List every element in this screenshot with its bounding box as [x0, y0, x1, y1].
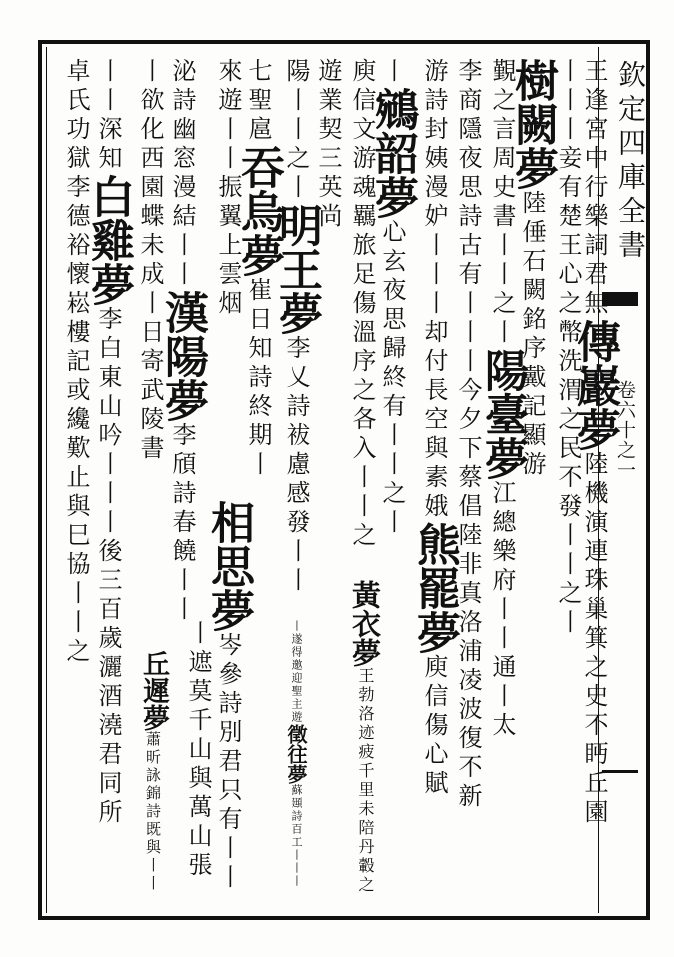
entry-heading: 丘遲夢: [138, 650, 169, 731]
column-note: 王勃洛迹疲千里未陪丹轂之: [356, 667, 375, 895]
entry-heading: 黃衣夢: [348, 580, 382, 667]
column-note: 陸倕石闕銘序戴記顯游: [518, 190, 546, 480]
column-text: 丨遮莫千山與萬山張: [184, 620, 212, 881]
entry-heading: 吞烏夢: [233, 145, 284, 277]
text-column-12: [286, 620, 306, 888]
entry-heading: 熊罷夢: [409, 522, 460, 654]
column-text: 七聖扈: [244, 58, 272, 145]
text-column-18: [128, 58, 172, 464]
text-column-16: [176, 620, 220, 881]
column-text: 來遊: [214, 58, 242, 116]
column-note: 丨丨振翼上雲烟: [214, 116, 242, 319]
book-title: 欽定四庫全書: [614, 60, 647, 264]
text-column-6: [409, 58, 460, 799]
column-note: 李白東山吟丨丨丨後三百歲灑酒澆君同所: [94, 306, 122, 828]
column-note: 李頎詩春饒丨丨: [168, 422, 196, 625]
entry-heading: 徵往夢: [284, 724, 308, 784]
column-note: 丨日寄武陵書: [136, 290, 164, 464]
column-note: 崔日知詩終期丨: [244, 277, 272, 480]
column-text: 丨丨丨妾有楚王心: [554, 58, 582, 290]
column-text: 丨: [378, 58, 406, 87]
entry-heading: 漢陽夢: [157, 290, 208, 422]
column-note: 岑參詩別君只有丨丨: [214, 632, 242, 893]
entry-heading: 白雞夢: [83, 174, 134, 306]
column-note: 蘇頲詩百工丨丨丨: [290, 784, 303, 888]
column-text: 泌詩幽窓漫結丨丨: [168, 58, 196, 290]
column-note: 蕭昕詠錦詩既與丨丨: [144, 731, 162, 893]
column-text: 游詩封姨漫妒丨丨丨却付長空與素娥: [420, 58, 448, 522]
column-text: 庾信文游魂羈旅足傷溫序之: [348, 58, 376, 406]
column-text: 陽丨丨之丨: [282, 58, 310, 203]
text-column-10: [348, 580, 382, 895]
column-text: 丨丨深知: [94, 58, 122, 174]
column-note: 各入丨丨之: [348, 406, 376, 551]
text-column-14: [206, 58, 250, 319]
column-text: 覲之言周史書丨丨之丨: [488, 58, 516, 348]
column-note: 李乂詩袚慮感發丨丨: [282, 335, 310, 596]
entry-heading: 明王夢: [271, 203, 322, 335]
column-note: 之幣洗渭之民不發丨丨之丨: [554, 290, 582, 638]
column-note: 心玄夜思歸終有丨丨之丨: [378, 219, 406, 538]
volume-label: 卷六十之一: [614, 380, 636, 480]
entry-heading: 樹闕夢: [507, 58, 558, 190]
entry-heading: 相思夢: [203, 500, 254, 632]
column-note: 江總樂府丨丨通丨太: [488, 480, 516, 741]
column-note: 獄李德裕懷崧樓記或纔歎止與巳協丨丨之: [62, 145, 90, 667]
text-column-19: [140, 650, 167, 893]
text-column-21: [54, 58, 98, 667]
column-note: 陸機演連珠巢箕之史不眄丘園: [580, 451, 608, 828]
column-text: 丨欲化西園蝶未成: [136, 58, 164, 290]
entry-heading: 陽臺夢: [477, 348, 528, 480]
column-note: 庾信傷心賦: [420, 654, 448, 799]
entry-heading: 傳巖夢: [569, 319, 620, 451]
entry-heading: 鵷韶夢: [367, 87, 418, 219]
column-text: 李商隱夜思詩古有丨丨丨今夕下蔡倡陸: [454, 58, 482, 551]
text-column-11: [271, 58, 322, 596]
column-text: 卓氏功: [62, 58, 90, 145]
column-note: 非真洛浦凌波復不新: [454, 551, 482, 812]
column-text: 遊業契三英尚: [314, 58, 342, 232]
column-text: 王逢宮中行樂詞君無: [580, 58, 608, 319]
column-text: 丨遂得邀迎聖主遊: [290, 620, 303, 724]
